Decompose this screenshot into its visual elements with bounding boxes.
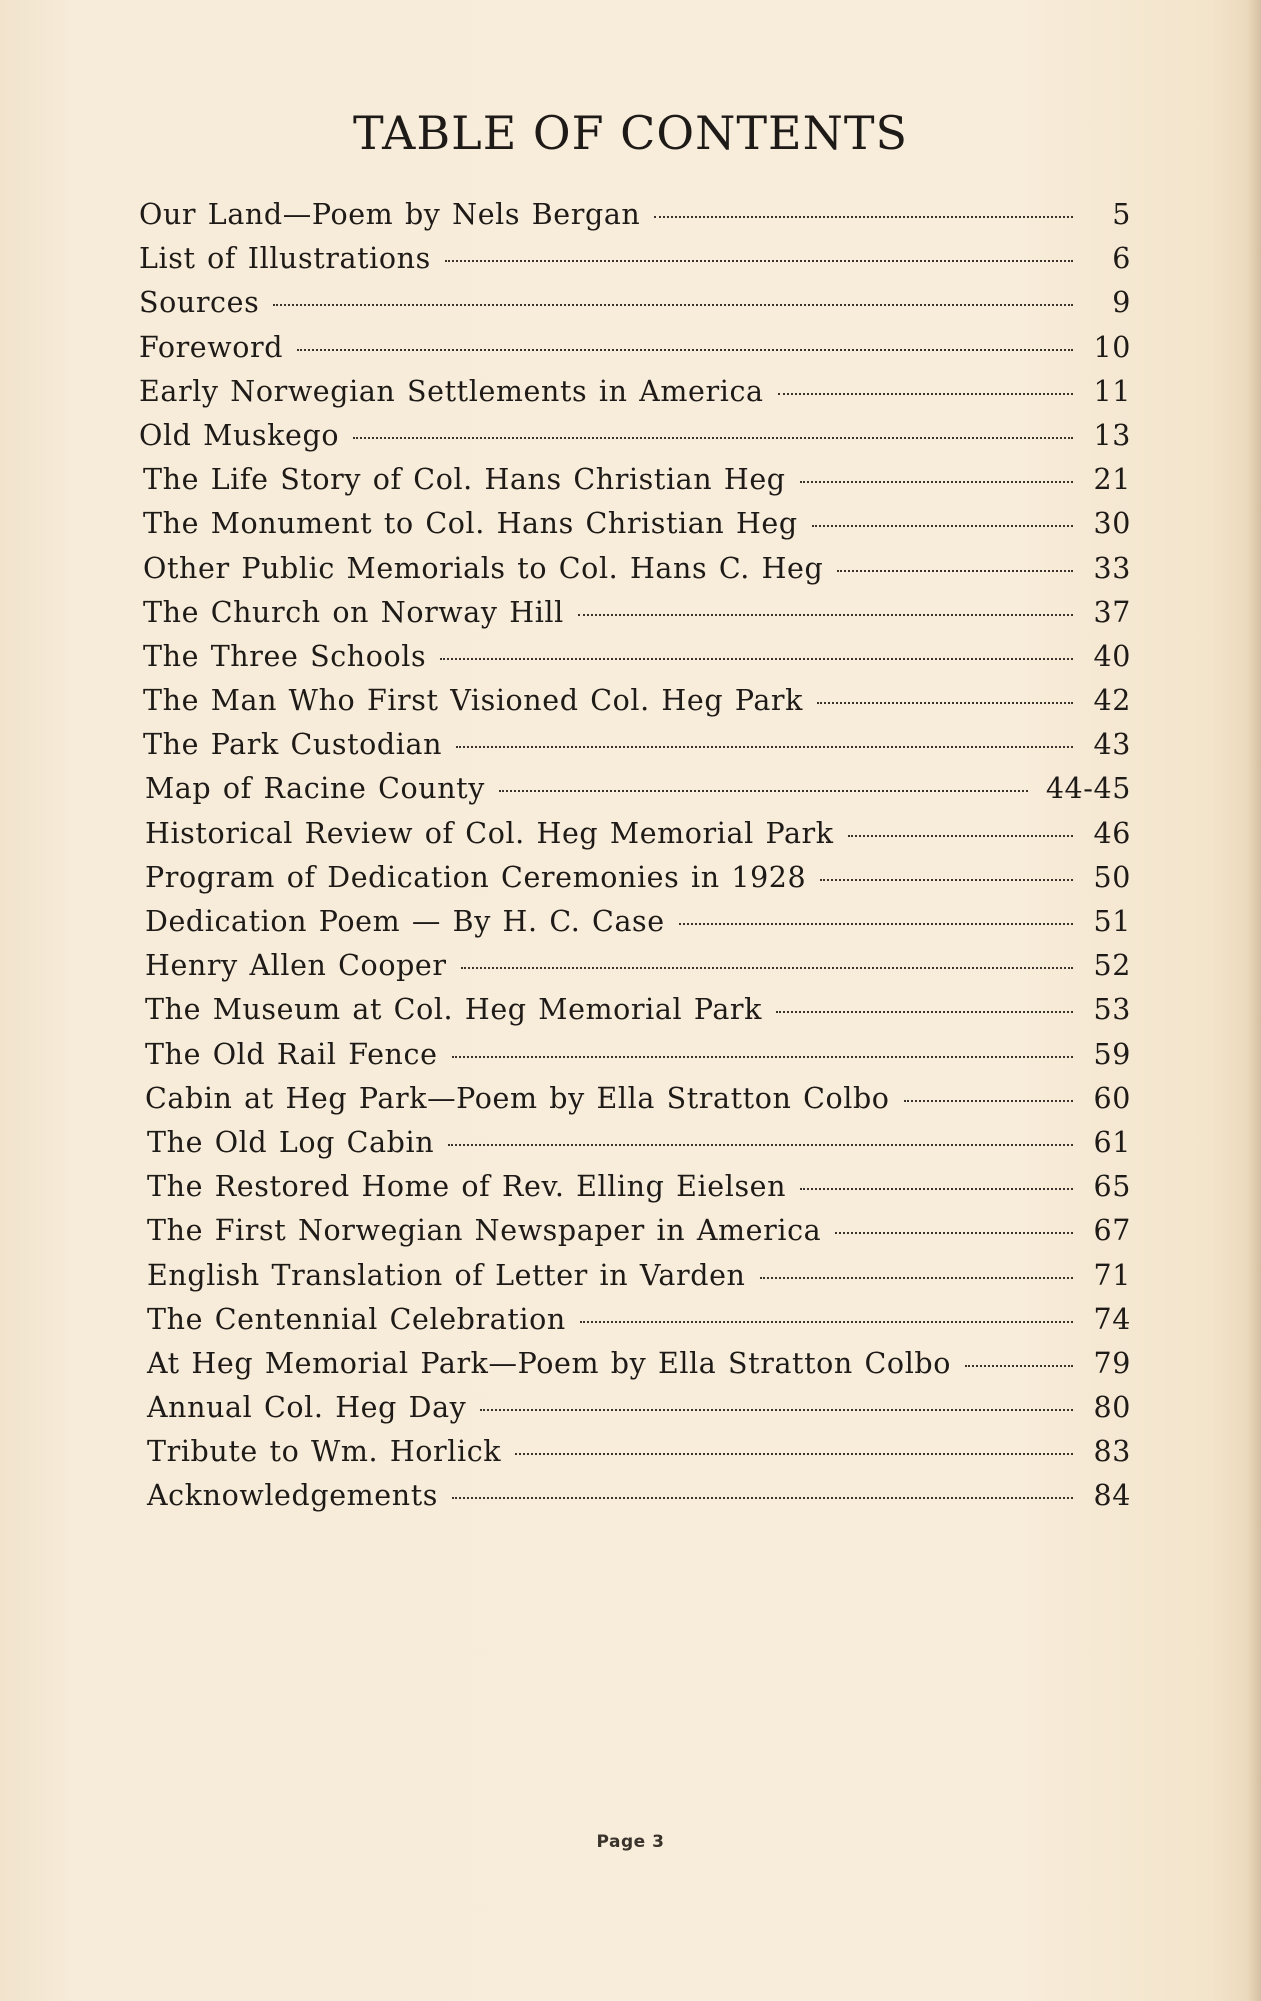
toc-entry-page-number: 21 [1093, 463, 1131, 497]
dot-leader [776, 1011, 1073, 1013]
toc-entry-title: Program of Dedication Ceremonies in 1928 [145, 860, 807, 894]
toc-entry [139, 419, 1131, 463]
toc-entry-title: The Three Schools [143, 639, 427, 673]
dot-leader [965, 1365, 1073, 1367]
toc-entry [139, 772, 1131, 816]
toc-entry-page-number: 13 [1093, 418, 1131, 452]
toc-entry-title: The First Norwegian Newspaper in America [147, 1214, 822, 1248]
dot-leader [273, 304, 1073, 306]
toc-entry-page-number: 40 [1093, 639, 1131, 673]
toc-entry [139, 198, 1131, 242]
dot-leader [800, 1188, 1073, 1190]
dot-leader [515, 1453, 1073, 1455]
dot-leader [297, 349, 1073, 351]
toc-entry [139, 1435, 1131, 1479]
toc-entry [139, 507, 1131, 551]
toc-entry-title: The Old Log Cabin [147, 1125, 435, 1159]
dot-leader [440, 658, 1073, 660]
toc-entry-title: The Museum at Col. Heg Memorial Park [145, 993, 763, 1027]
toc-entry [139, 861, 1131, 905]
dot-leader [812, 525, 1073, 527]
toc-entry-title: The Life Story of Col. Hans Christian Heg [143, 463, 786, 497]
toc-entry-title: The Church on Norway Hill [143, 595, 564, 629]
toc-entry-page-number: 71 [1093, 1258, 1131, 1292]
toc-entry-title: Acknowledgements [147, 1479, 438, 1513]
toc-entry-page-number: 30 [1093, 507, 1131, 541]
toc-entry-page-number: 74 [1093, 1302, 1131, 1336]
toc-entry-page-number: 60 [1093, 1081, 1131, 1115]
dot-leader [904, 1100, 1073, 1102]
toc-entry [139, 1214, 1131, 1258]
toc-entry-page-number: 11 [1093, 374, 1131, 408]
dot-leader [456, 746, 1073, 748]
toc-entry [139, 596, 1131, 640]
dot-leader [445, 260, 1073, 262]
dot-leader [835, 1232, 1073, 1234]
dot-leader [778, 393, 1073, 395]
toc-entry [139, 1082, 1131, 1126]
toc-entry-page-number: 46 [1093, 816, 1131, 850]
toc-entry-title: Dedication Poem — By H. C. Case [145, 905, 665, 938]
toc-entry-title: English Translation of Letter in Varden [147, 1258, 746, 1292]
toc-entry [139, 286, 1131, 330]
toc-entry [139, 331, 1131, 375]
toc-entry [139, 640, 1131, 684]
dot-leader [452, 1497, 1073, 1499]
toc-entry-title: The Old Rail Fence [145, 1037, 438, 1071]
page-title: TABLE OF CONTENTS [352, 106, 909, 160]
toc-entry-title: Old Muskego [139, 418, 340, 452]
toc-entry-page-number: 50 [1093, 860, 1131, 894]
dot-leader [800, 481, 1073, 483]
dot-leader [499, 790, 1028, 792]
toc-entry-page-number: 10 [1093, 330, 1131, 364]
toc-entry-title: At Heg Memorial Park—Poem by Ella Stratton Colbo [147, 1346, 952, 1380]
toc-entry-title: List of Illustrations [139, 242, 431, 276]
toc-entry [139, 1479, 1131, 1523]
dot-leader [837, 570, 1073, 572]
dot-leader [820, 879, 1073, 881]
toc-entry-page-number: 80 [1093, 1391, 1131, 1425]
dot-leader [580, 1321, 1073, 1323]
toc-entry [139, 463, 1131, 507]
toc-entry-page-number: 51 [1093, 905, 1131, 938]
dot-leader [480, 1409, 1073, 1411]
toc-entry-title: Tribute to Wm. Horlick [147, 1435, 502, 1469]
toc-entry-page-number: 59 [1093, 1037, 1131, 1071]
toc-entry [139, 728, 1131, 772]
toc-entry-title: Other Public Memorials to Col. Hans C. Heg [143, 551, 824, 585]
dot-leader [452, 1056, 1073, 1058]
toc-entry-page-number: 43 [1093, 728, 1131, 762]
toc-entry-title: The Restored Home of Rev. Elling Eielsen [147, 1170, 787, 1204]
toc-entry-page-number: 5 [1112, 198, 1131, 231]
dot-leader [679, 923, 1073, 925]
toc-entry-page-number: 37 [1093, 595, 1131, 629]
toc-entry-page-number: 65 [1093, 1170, 1131, 1204]
toc-entry [139, 1259, 1131, 1303]
toc-entry-page-number: 83 [1093, 1435, 1131, 1469]
toc-entry [139, 1347, 1131, 1391]
toc-entry [139, 1126, 1131, 1170]
toc-entry [139, 1391, 1131, 1435]
page-edge-shadow [1247, 0, 1261, 2001]
dot-leader [848, 835, 1073, 837]
toc-entry [139, 993, 1131, 1037]
toc-entry-page-number: 9 [1112, 286, 1131, 320]
toc-entry-page-number: 61 [1093, 1125, 1131, 1159]
toc-entry-title: Henry Allen Cooper [145, 949, 447, 983]
toc-entry-page-number: 84 [1093, 1479, 1131, 1513]
dot-leader [654, 216, 1073, 218]
toc-entry [139, 817, 1131, 861]
toc-entry-page-number: 52 [1093, 949, 1131, 983]
toc-entry [139, 905, 1131, 949]
toc-entry-page-number: 6 [1112, 242, 1131, 276]
toc-entry-title: Cabin at Heg Park—Poem by Ella Stratton Colbo [145, 1081, 890, 1115]
toc-entry [139, 1038, 1131, 1082]
toc-entry-page-number: 33 [1093, 551, 1131, 585]
toc-entry [139, 242, 1131, 286]
toc-entry-title: The Park Custodian [143, 728, 443, 762]
toc-entry-page-number: 42 [1093, 684, 1131, 718]
dot-leader [448, 1144, 1073, 1146]
toc-entry [139, 375, 1131, 419]
toc-entry-title: Sources [139, 286, 260, 320]
toc-entry-page-number: 53 [1093, 993, 1131, 1027]
toc-entry-title: The Centennial Celebration [147, 1302, 566, 1336]
toc-entry [139, 1170, 1131, 1214]
dot-leader [461, 967, 1073, 969]
toc-entry [139, 1303, 1131, 1347]
toc-entry [139, 684, 1131, 728]
toc-entry [139, 552, 1131, 596]
toc-entry-title: Map of Racine County [145, 772, 485, 806]
toc-entry-title: Foreword [139, 330, 284, 364]
toc-entry-title: Our Land—Poem by Nels Bergan [139, 198, 641, 231]
toc-entry-page-number: 79 [1093, 1346, 1131, 1380]
dot-leader [760, 1277, 1073, 1279]
toc-entry-title: Early Norwegian Settlements in America [139, 374, 764, 408]
table-of-contents-list [139, 198, 1131, 1524]
page-number-footer: Page 3 [596, 1832, 665, 1852]
dot-leader [578, 614, 1073, 616]
dot-leader [817, 702, 1073, 704]
toc-entry-title: The Man Who First Visioned Col. Heg Park [143, 684, 804, 718]
dot-leader [353, 437, 1073, 439]
toc-entry [139, 949, 1131, 993]
toc-entry-title: The Monument to Col. Hans Christian Heg [143, 507, 798, 541]
toc-entry-title: Historical Review of Col. Heg Memorial Park [145, 816, 834, 850]
toc-entry-title: Annual Col. Heg Day [147, 1391, 467, 1425]
toc-entry-page-number: 44-45 [1045, 772, 1131, 806]
toc-entry-page-number: 67 [1093, 1214, 1131, 1248]
